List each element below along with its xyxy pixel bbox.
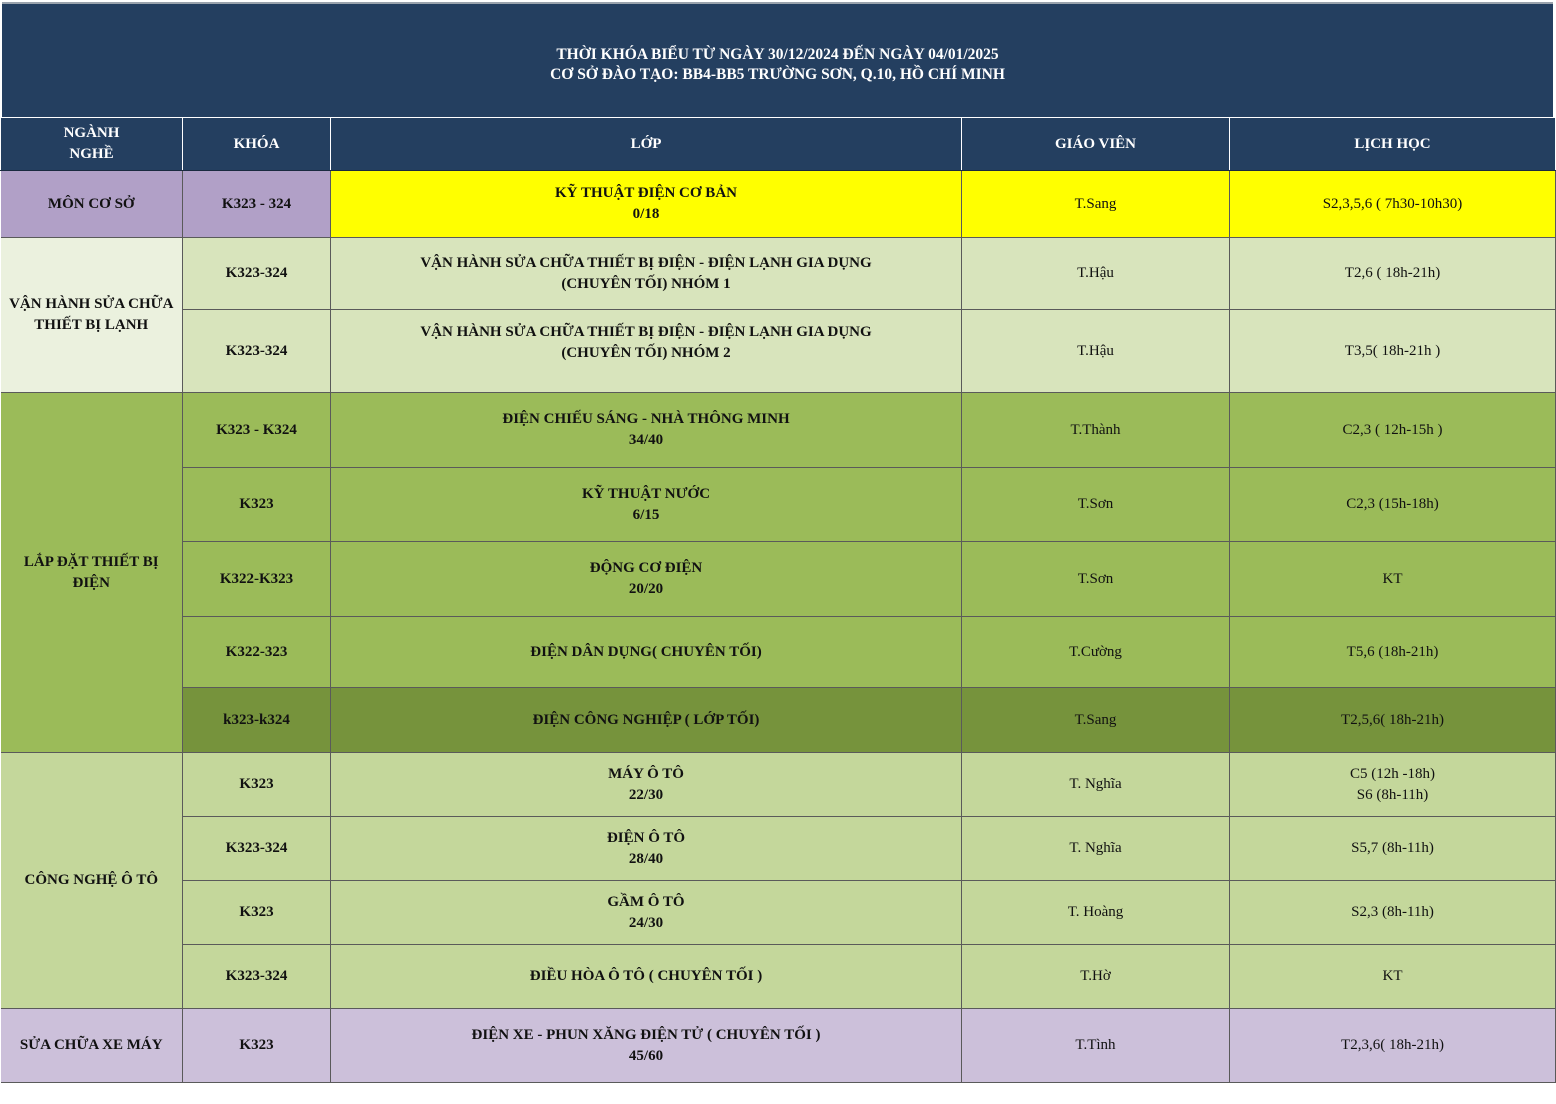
schedule-table xyxy=(0,117,1556,1083)
lop-enrollment: 22/30 xyxy=(628,786,664,803)
lop-cell xyxy=(331,1009,962,1083)
nganh-cell-lap-dat: LẮP ĐẶT THIẾT BỊ ĐIỆN xyxy=(1,393,183,753)
khoa-cell: K323-324 xyxy=(183,817,331,881)
lop-cell xyxy=(331,753,962,817)
giao-vien-cell: T.Cường xyxy=(962,617,1230,688)
lich-hoc-cell: T3,5( 18h-21h ) xyxy=(1230,310,1556,393)
lop-cell xyxy=(331,468,962,542)
giao-vien-cell: T.Sang xyxy=(962,688,1230,753)
giao-vien-cell: T.Hậu xyxy=(962,310,1230,393)
lich-hoc-line1: C5 (12h -18h) xyxy=(1350,765,1435,782)
giao-vien-cell: T.Hờ xyxy=(962,945,1230,1009)
lop-cell xyxy=(331,617,962,688)
lich-hoc-cell xyxy=(1230,753,1556,817)
table-row xyxy=(1,310,1556,393)
khoa-cell: K323 xyxy=(183,468,331,542)
col-header-lop: LỚP xyxy=(331,118,962,171)
lop-cell xyxy=(331,817,962,881)
lop-name: ĐIỀU HÒA Ô TÔ ( CHUYÊN TỐI ) xyxy=(529,968,763,984)
table-row xyxy=(1,753,1556,817)
khoa-cell: K322-K323 xyxy=(183,542,331,617)
lop-enrollment: 28/40 xyxy=(628,850,664,867)
lich-hoc-cell: T2,5,6( 18h-21h) xyxy=(1230,688,1556,753)
lop-cell xyxy=(331,688,962,753)
lop-name: ĐIỆN Ô TÔ xyxy=(606,829,686,846)
table-row xyxy=(1,393,1556,468)
lop-cell xyxy=(331,310,962,393)
table-row xyxy=(1,1009,1556,1083)
lich-hoc-line2: S6 (8h-11h) xyxy=(1356,786,1429,803)
training-location: CƠ SỞ ĐÀO TẠO: BB4-BB5 TRƯỜNG SƠN, Q.10, HỒ CHÍ MINH xyxy=(550,66,1005,83)
table-row xyxy=(1,617,1556,688)
lop-name: ĐIỆN CÔNG NGHIỆP ( LỚP TỐI) xyxy=(532,711,760,728)
khoa-cell: K323-324 xyxy=(183,945,331,1009)
lich-hoc-cell: S5,7 (8h-11h) xyxy=(1230,817,1556,881)
giao-vien-cell: T. Hoàng xyxy=(962,881,1230,945)
lich-hoc-cell: KT xyxy=(1230,542,1556,617)
lop-enrollment: 6/15 xyxy=(632,506,660,523)
lop-name: KỸ THUẬT NƯỚC xyxy=(581,485,711,502)
giao-vien-cell: T.Thành xyxy=(962,393,1230,468)
lich-hoc-cell: T5,6 (18h-21h) xyxy=(1230,617,1556,688)
giao-vien-cell: T.Sơn xyxy=(962,542,1230,617)
col-header-lich-hoc: LỊCH HỌC xyxy=(1230,118,1556,171)
lop-cell xyxy=(331,171,962,238)
lop-name: MÁY Ô TÔ xyxy=(608,765,684,782)
col-header-khoa: KHÓA xyxy=(183,118,331,171)
col-header-nganh-line1: NGÀNH xyxy=(63,125,120,141)
khoa-cell: K323-324 xyxy=(183,238,331,310)
giao-vien-cell: T.Sang xyxy=(962,171,1230,238)
khoa-cell: K322-323 xyxy=(183,617,331,688)
lop-group: (CHUYÊN TỐI) NHÓM 1 xyxy=(561,275,731,292)
lich-hoc-cell: T2,6 ( 18h-21h) xyxy=(1230,238,1556,310)
lop-name: ĐỘNG CƠ ĐIỆN xyxy=(589,560,703,576)
lop-name: VẬN HÀNH SỬA CHỮA THIẾT BỊ ĐIỆN - ĐIỆN LẠNH GIA DỤNG xyxy=(420,254,872,271)
lich-hoc-cell: KT xyxy=(1230,945,1556,1009)
lop-name: ĐIỆN DÂN DỤNG( CHUYÊN TỐI) xyxy=(530,643,762,660)
schedule-title: THỜI KHÓA BIỂU TỪ NGÀY 30/12/2024 ĐẾN NGÀY 04/01/2025 xyxy=(556,46,999,63)
lop-cell xyxy=(331,945,962,1009)
col-header-giao-vien: GIÁO VIÊN xyxy=(962,118,1230,171)
lich-hoc-cell: S2,3,5,6 ( 7h30-10h30) xyxy=(1230,171,1556,238)
khoa-cell: K323 - 324 xyxy=(183,171,331,238)
table-row xyxy=(1,817,1556,881)
lop-name: ĐIỆN XE - PHUN XĂNG ĐIỆN TỬ ( CHUYÊN TỐI ) xyxy=(471,1026,821,1043)
lop-cell xyxy=(331,542,962,617)
giao-vien-cell: T. Nghĩa xyxy=(962,753,1230,817)
col-header-nganh-nghe xyxy=(1,118,183,171)
nganh-cell-mon-co-so: MÔN CƠ SỞ xyxy=(1,171,183,238)
khoa-cell: K323-324 xyxy=(183,310,331,393)
lop-enrollment: 45/60 xyxy=(628,1047,664,1064)
lop-cell xyxy=(331,881,962,945)
khoa-cell: K323 xyxy=(183,1009,331,1083)
table-row xyxy=(1,238,1556,310)
lich-hoc-cell: S2,3 (8h-11h) xyxy=(1230,881,1556,945)
lop-group: (CHUYÊN TỐI) NHÓM 2 xyxy=(561,345,731,361)
table-row xyxy=(1,468,1556,542)
table-row xyxy=(1,542,1556,617)
khoa-cell: K323 xyxy=(183,753,331,817)
nganh-cell-cong-nghe-o-to: CÔNG NGHỆ Ô TÔ xyxy=(1,753,183,1009)
table-row xyxy=(1,945,1556,1009)
table-row xyxy=(1,688,1556,753)
khoa-cell: K323 - K324 xyxy=(183,393,331,468)
khoa-cell: K323 xyxy=(183,881,331,945)
table-row xyxy=(1,881,1556,945)
lop-enrollment: 20/20 xyxy=(628,581,664,597)
lop-enrollment: 34/40 xyxy=(628,432,664,448)
lop-name: GẦM Ô TÔ xyxy=(607,893,685,910)
khoa-cell: k323-k324 xyxy=(183,688,331,753)
lop-cell xyxy=(331,393,962,468)
table-row xyxy=(1,171,1556,238)
schedule-title-banner xyxy=(2,2,1553,117)
giao-vien-cell: T. Nghĩa xyxy=(962,817,1230,881)
col-header-nganh-line2: NGHỀ xyxy=(69,146,114,162)
lop-enrollment: 24/30 xyxy=(628,914,664,931)
lop-name: VẬN HÀNH SỬA CHỮA THIẾT BỊ ĐIỆN - ĐIỆN LẠNH GIA DỤNG xyxy=(420,324,872,340)
lop-name: ĐIỆN CHIẾU SÁNG - NHÀ THÔNG MINH xyxy=(502,411,790,427)
nganh-cell-van-hanh: VẬN HÀNH SỬA CHỮA THIẾT BỊ LẠNH xyxy=(1,238,183,393)
nganh-cell-sua-chua-xe-may: SỬA CHỮA XE MÁY xyxy=(1,1009,183,1083)
giao-vien-cell: T.Sơn xyxy=(962,468,1230,542)
column-header-row xyxy=(1,118,1556,171)
lich-hoc-cell: T2,3,6( 18h-21h) xyxy=(1230,1009,1556,1083)
lich-hoc-cell: C2,3 ( 12h-15h ) xyxy=(1230,393,1556,468)
lich-hoc-cell: C2,3 (15h-18h) xyxy=(1230,468,1556,542)
giao-vien-cell: T.Tình xyxy=(962,1009,1230,1083)
lop-cell xyxy=(331,238,962,310)
lop-name: KỸ THUẬT ĐIỆN CƠ BẢN xyxy=(555,185,737,201)
giao-vien-cell: T.Hậu xyxy=(962,238,1230,310)
lop-enrollment: 0/18 xyxy=(632,206,660,222)
